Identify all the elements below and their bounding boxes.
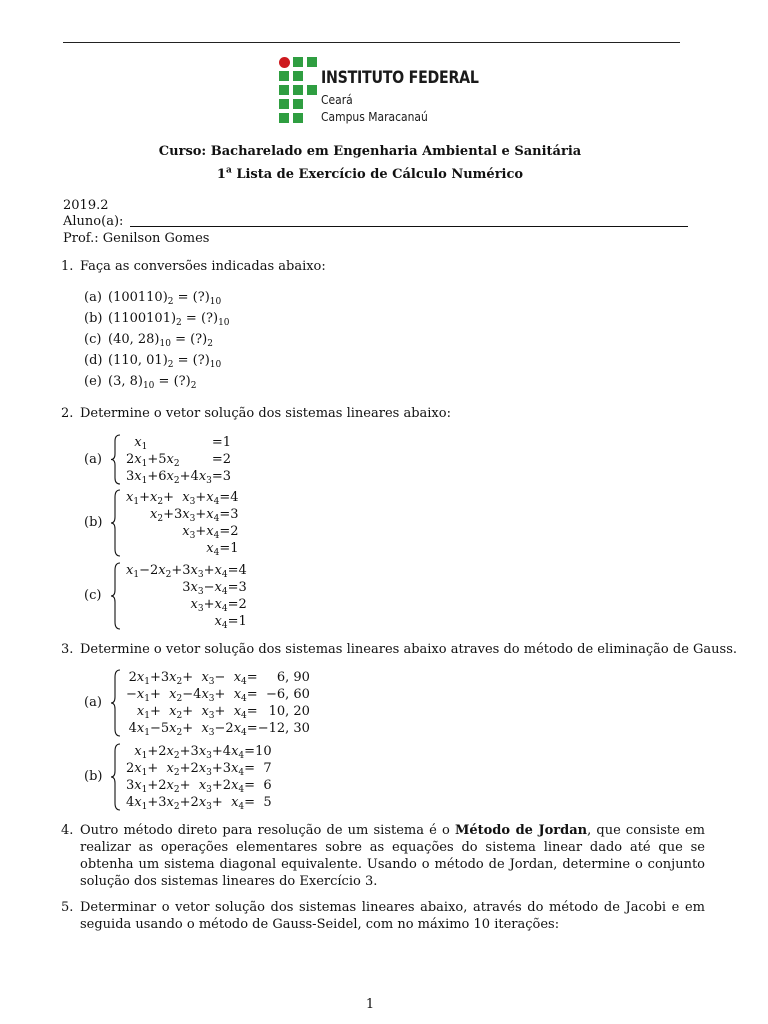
left-brace (110, 669, 122, 737)
q1-item-a: (a) $(100110)_2$ = $(?)_{10}$ (84, 290, 222, 307)
student-name-line (130, 226, 688, 227)
student-label: Aluno(a): (63, 214, 124, 229)
q5-number: 5. (61, 900, 74, 915)
q3b-label: (b) (84, 769, 103, 784)
institution-logo (279, 57, 479, 127)
semester: 2019.2 (63, 198, 109, 213)
q1-item-b: (b) $(1100101)_2$ = $(?)_{10}$ (84, 311, 230, 328)
q1-item-c: (c) (40, $28)_{10}$ = $(?)_2$ (84, 332, 213, 349)
logo-state: Ceará (321, 92, 353, 107)
q1-number: 1. (61, 259, 74, 274)
q3-number: 3. (61, 642, 74, 657)
left-brace (110, 489, 122, 557)
jordan-method-term: Método de Jordan (454, 823, 588, 838)
list-title: 1$^a$ Lista de Exercício de Cálculo Numérico (216, 165, 524, 182)
left-brace (110, 562, 122, 630)
logo-red-dot (279, 57, 290, 68)
left-brace (110, 743, 122, 811)
q5-text: Determinar o vetor solução dos sistemas lineares abaixo, através do método de Jacobi e em seguida usando o método de Gauss-Seidel, com no máximo 10 iterações: (80, 900, 705, 932)
logo-campus: Campus Maracanaú (321, 109, 428, 124)
q1-item-d: (d) (110, $01)_2$ = $(?)_{10}$ (84, 353, 222, 370)
page-number: 1 (365, 997, 375, 1012)
q2c-label: (c) (84, 588, 102, 603)
q3-text: Determine o vetor solução dos sistemas lineares abaixo atraves do método de eliminação de Gauss. (80, 642, 738, 657)
course-title: Curso: Bacharelado em Engenharia Ambiental e Sanitária (158, 144, 582, 159)
q4-text: Outro método direto para resolução de um sistema é o Método de Jordan, que consiste em realizar as operações elementares sobre as equações do sistema linear dado até que se obtenha um sistema diagonal equivalente. Usando o método de Jordan, determine o conjunto solução dos sistemas lineares do Exercício 3. (80, 823, 705, 889)
q2b-label: (b) (84, 515, 103, 530)
professor: Prof.: Genilson Gomes (63, 231, 210, 246)
q2-text: Determine o vetor solução dos sistemas lineares abaixo: (80, 406, 451, 421)
q1-item-e: (e) (3, $8)_{10}$ = $(?)_2$ (84, 374, 197, 391)
q1-text: Faça as conversões indicadas abaixo: (80, 259, 326, 274)
logo-title: INSTITUTO FEDERAL (321, 68, 479, 87)
q2a-label: (a) (84, 452, 102, 467)
header-rule (63, 42, 680, 43)
q3a-label: (a) (84, 695, 102, 710)
left-brace (110, 434, 122, 485)
q2-number: 2. (61, 406, 74, 421)
q4-number: 4. (61, 823, 74, 838)
